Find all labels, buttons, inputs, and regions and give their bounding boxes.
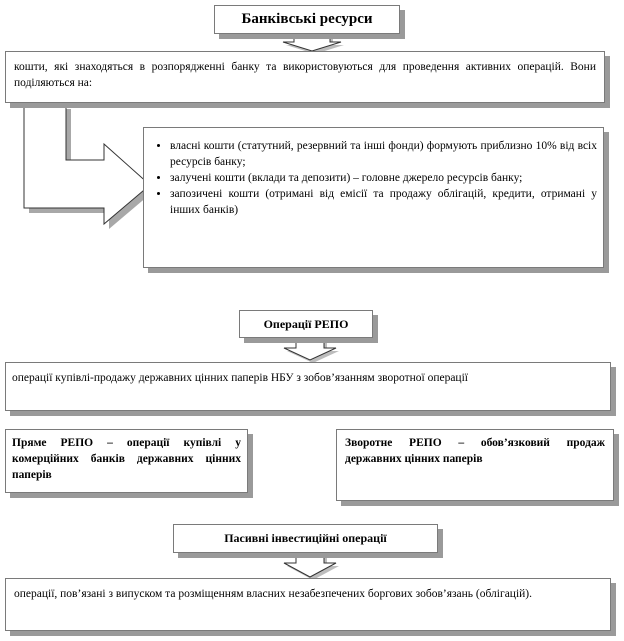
bent-arrow bbox=[24, 104, 155, 229]
repo-title: Операції РЕПО bbox=[239, 310, 373, 338]
reverse-repo-box bbox=[336, 429, 614, 501]
direct-repo-box bbox=[5, 429, 248, 493]
list-item-attracted-funds: • залучені кошти (вклади та депозити) – головне джерело ресурсів банку; bbox=[170, 170, 597, 186]
repo-definition: операції купівлі-продажу державних цінних паперів НБУ з зобов’язанням зворотної операції bbox=[5, 362, 611, 411]
passive-investment-title: Пасивні інвестиційні операції bbox=[173, 524, 438, 553]
resource-types-list bbox=[148, 138, 597, 218]
list-item-own-funds: • власні кошти (статутний, резервний та інші фонди) формують приблизно 10% від всіх ресурсів банку; bbox=[170, 138, 597, 170]
down-arrow-3 bbox=[284, 555, 339, 580]
bank-resources-definition: кошти, які знаходяться в розпорядженні банку та використовуються для проведення активних операцій. Вони поділяються на: bbox=[5, 51, 605, 103]
reverse-repo-text: Зворотне РЕПО – обов’язковий продаж державних цінних паперів bbox=[345, 437, 605, 465]
direct-repo-text: Пряме РЕПО – операції купівлі у комерційних банків державних цінних паперів bbox=[12, 437, 241, 481]
passive-investment-definition: операції, пов’язані з випуском та розміщенням власних незабезпечених боргових зобов’язань (облігацій). bbox=[5, 578, 611, 631]
down-arrow-2 bbox=[284, 340, 339, 363]
bank-resources-list bbox=[143, 127, 604, 268]
list-item-borrowed-funds: • запозичені кошти (отримані від емісії та продажу облігацій, кредити, отримані у інших банків) bbox=[170, 186, 597, 218]
bank-resources-title: Банківські ресурси bbox=[214, 5, 400, 34]
